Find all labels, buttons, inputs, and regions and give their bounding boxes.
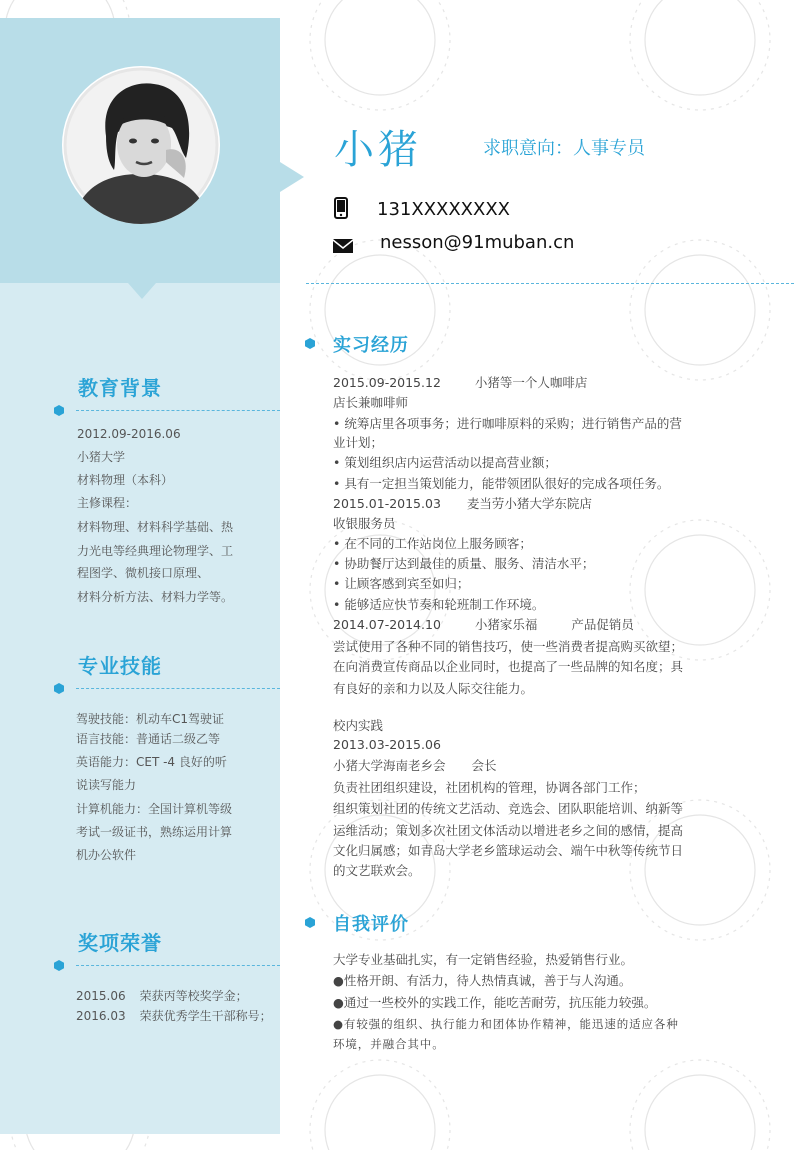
self-eval-line: 环境，并融合其中。	[333, 1037, 445, 1051]
watermark-stamp	[630, 240, 770, 380]
self-eval-line: ●性格开朗、有活力，待人热情真诚，善于与人沟通。	[333, 973, 632, 988]
skills-line: 考试一级证书，熟练运用计算	[76, 825, 233, 839]
job-duty: • 在不同的工作站岗位上服务顾客；	[333, 536, 532, 551]
campus-role: 会长	[471, 758, 497, 773]
self-eval-line: ●有较强的组织、执行能力和团体协作精神，能迅速的适应各种	[333, 1017, 679, 1031]
skills-line: 机办公软件	[76, 848, 137, 862]
award-date: 2016.03	[76, 1009, 126, 1023]
campus-header	[333, 756, 497, 774]
job-company: 麦当劳小猪大学东院店	[466, 496, 592, 511]
job-header	[333, 615, 634, 633]
education-line: 材料分析方法、材料力学等。	[77, 590, 234, 604]
education-line: 材料物理、材料科学基础、热	[77, 520, 234, 534]
job-role: 收银服务员	[333, 516, 396, 531]
email-icon	[333, 239, 353, 253]
education-line: 程图学、微机接口原理、	[77, 566, 210, 580]
job-intent	[483, 134, 645, 160]
job-duty: • 能够适应快节奏和轮班制工作环境。	[333, 597, 545, 612]
education-line: 力光电等经典理论物理学、工	[77, 544, 234, 558]
internship-title: 实习经历	[333, 335, 409, 356]
campus-org: 小猪大学海南老乡会	[333, 758, 446, 773]
self-eval-line: 大学专业基础扎实，有一定销售经验，热爱销售行业。	[333, 952, 634, 967]
job-header	[333, 494, 592, 512]
internship-hex-icon	[305, 338, 315, 349]
job-duty: • 统筹店里各项事务；进行咖啡原料的采购；进行销售产品的营	[333, 416, 682, 431]
skills-title: 专业技能	[78, 654, 162, 678]
campus-duty: 的文艺联欢会。	[333, 863, 421, 878]
watermark-stamp	[630, 1060, 770, 1150]
job-header	[333, 373, 587, 391]
email-address: nesson@91muban.cn	[380, 232, 575, 253]
phone-icon	[334, 197, 348, 219]
job-duty: • 协助餐厅达到最佳的质量、服务、清洁水平；	[333, 556, 595, 571]
education-line: 主修课程：	[77, 496, 138, 510]
job-duty: 业计划；	[333, 435, 384, 450]
skills-line: 计算机能力：全国计算机等级	[76, 802, 233, 816]
phone-number: 131XXXXXXXX	[377, 199, 511, 220]
job-intent-value: 人事专员	[573, 138, 645, 159]
skills-divider	[76, 688, 280, 689]
campus-duty: 文化归属感；如青岛大学老乡篮球运动会、端午中秋等传统节日	[333, 843, 684, 858]
job-period: 2015.01-2015.03	[333, 496, 441, 511]
self-eval-title: 自我评价	[333, 914, 409, 935]
education-line: 小猪大学	[77, 450, 126, 464]
awards-divider	[76, 965, 280, 966]
campus-period: 2013.03-2015.06	[333, 737, 441, 752]
education-line: 2012.09-2016.06	[77, 427, 181, 441]
header-notch	[128, 283, 156, 299]
self-eval-line: ●通过一些校外的实践工作，能吃苦耐劳，抗压能力较强。	[333, 995, 657, 1010]
job-duty: • 策划组织店内运营活动以提高营业额；	[333, 455, 557, 470]
education-divider	[76, 410, 280, 411]
watermark-stamp	[310, 240, 450, 380]
education-title: 教育背景	[78, 376, 162, 400]
watermark-stamp	[630, 0, 770, 110]
avatar-photo-icon	[62, 66, 220, 224]
campus-duty: 运维活动；策划多次社团文体活动以增进老乡之间的感情，提高	[333, 823, 684, 838]
skills-line: 说读写能力	[76, 778, 137, 792]
award-text: 荣获丙等校奖学金；	[139, 989, 248, 1003]
campus-duty: 负责社团组织建设，社团机构的管理，协调各部门工作；	[333, 780, 646, 795]
watermark-stamp	[310, 0, 450, 110]
self-eval-hex-icon	[305, 917, 315, 928]
candidate-name: 小猪	[334, 127, 422, 173]
job-role: 产品促销员	[571, 617, 634, 632]
skills-line: 驾驶技能：机动车C1驾驶证	[76, 712, 225, 726]
skills-line: 语言技能：普通话二级乙等	[76, 732, 221, 746]
award-text: 荣获优秀学生干部称号；	[139, 1009, 272, 1023]
job-duty: 有良好的亲和力以及人际交往能力。	[333, 681, 534, 696]
job-period: 2014.07-2014.10	[333, 617, 441, 632]
job-period: 2015.09-2015.12	[333, 375, 441, 390]
job-company: 小猪家乐福	[474, 617, 538, 632]
award-item	[76, 987, 248, 1004]
watermark-stamp	[310, 1060, 450, 1150]
education-line: 材料物理（本科）	[77, 473, 174, 487]
job-role: 店长兼咖啡师	[333, 395, 409, 410]
job-duty: • 具有一定担当策划能力，能带领团队很好的完成各项任务。	[333, 476, 670, 491]
award-item	[76, 1007, 272, 1024]
campus-duty: 组织策划社团的传统文艺活动、竞选会、团队职能培训、纳新等	[333, 801, 684, 816]
job-duty: 尝试使用了各种不同的销售技巧，使一些消费者提高购买欲望；	[333, 639, 684, 654]
awards-title: 奖项荣誉	[78, 931, 162, 955]
header-divider	[306, 283, 794, 284]
campus-label: 校内实践	[333, 718, 384, 733]
header-arrow	[280, 162, 304, 192]
job-company: 小猪等一个人咖啡店	[474, 375, 588, 390]
job-duty: 在向消费宣传商品以企业同时，也提高了一些品牌的知名度；具	[333, 659, 684, 674]
job-intent-label: 求职意向：	[483, 138, 573, 159]
skills-line: 英语能力：CET -4 良好的听	[76, 755, 227, 769]
avatar	[62, 66, 220, 224]
job-duty: • 让顾客感到宾至如归；	[333, 576, 470, 591]
award-date: 2015.06	[76, 989, 126, 1003]
